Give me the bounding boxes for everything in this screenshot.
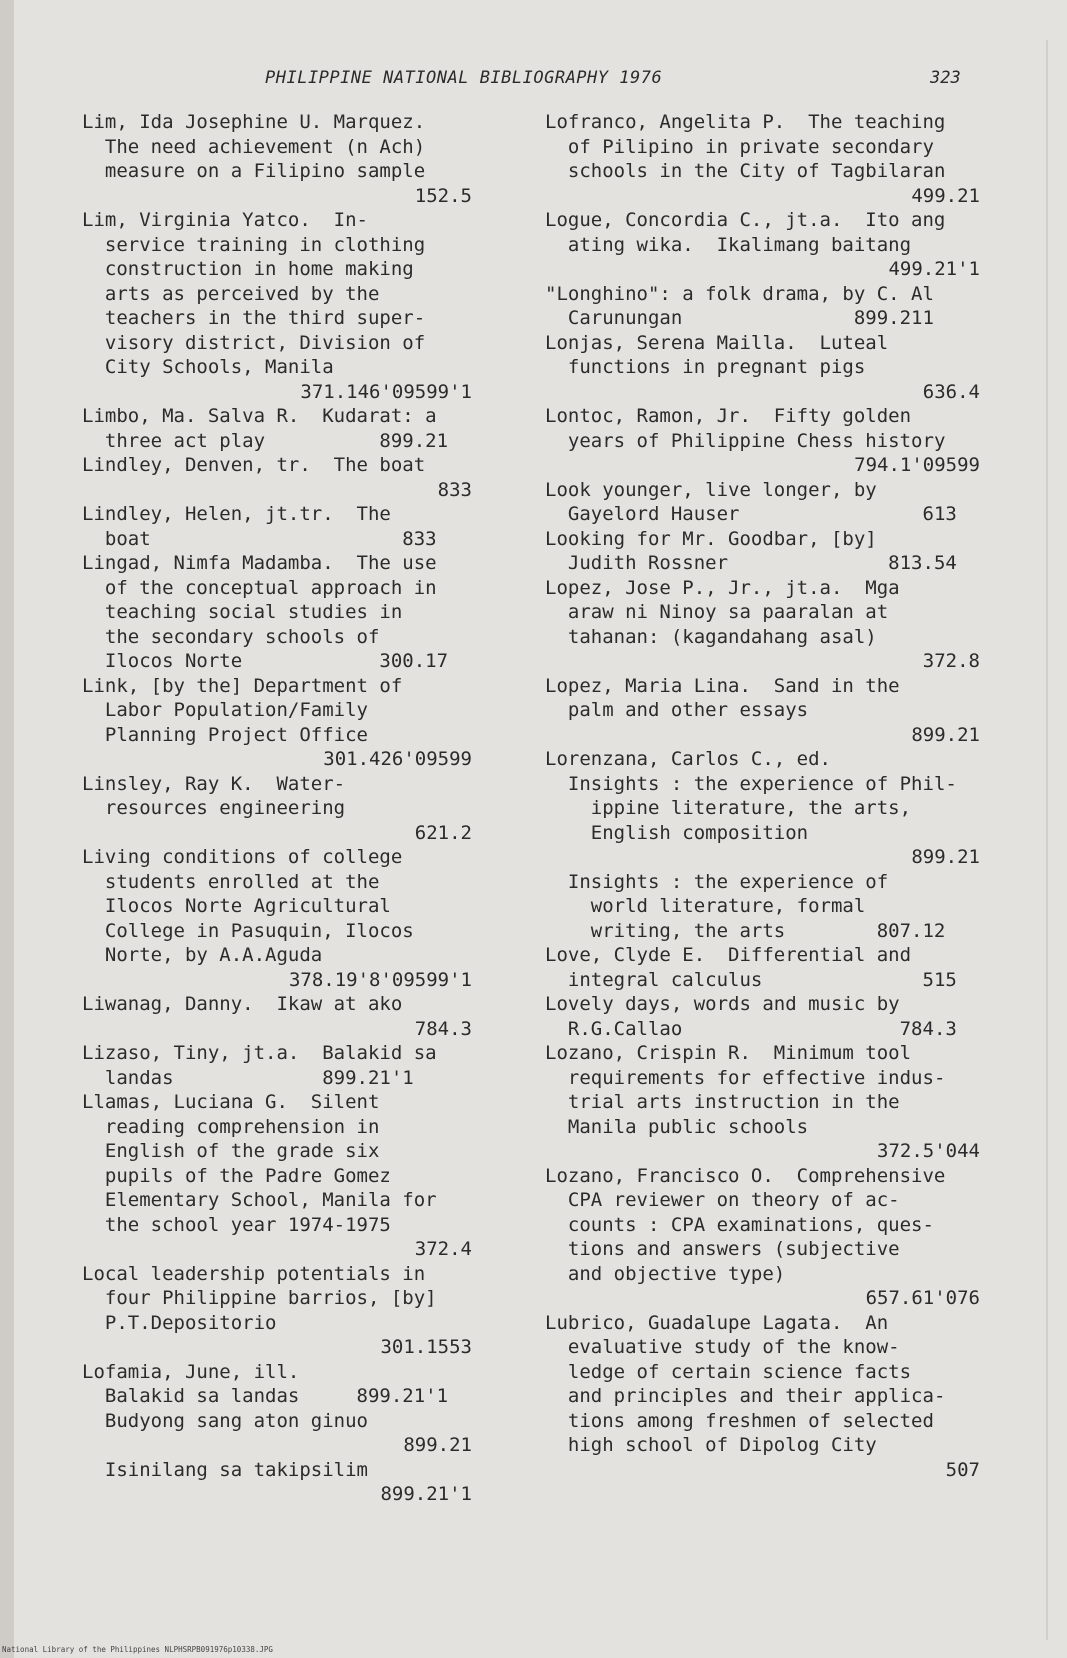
entry-line: service training in clothing xyxy=(82,233,426,256)
bibliography-entry xyxy=(82,110,472,208)
entry-line: Lorenzana, Carlos C., ed. xyxy=(545,748,831,770)
entry-line: Balakid sa landas 899.21'1 xyxy=(82,1385,449,1407)
bibliography-entry xyxy=(545,1041,980,1164)
page-edge xyxy=(0,0,14,1658)
binding-gutter xyxy=(1046,40,1048,1640)
entry-line: Lozano, Francisco O. Comprehensive xyxy=(545,1164,946,1187)
entry-line: integral calculus 515 xyxy=(545,968,957,991)
entry-line: arts as perceived by the xyxy=(82,282,380,305)
class-number: 507 xyxy=(945,1458,980,1481)
entry-line: tions and answers (subjective xyxy=(545,1238,900,1260)
entry-line: boat 833 xyxy=(82,527,437,550)
bibliography-entry xyxy=(545,747,980,870)
entry-line: Elementary School, Manila for xyxy=(82,1189,437,1211)
entry-line: Llamas, Luciana G. Silent xyxy=(82,1091,380,1113)
entry-line: Lofamia, June, ill. xyxy=(82,1360,300,1383)
entry-line: Link, [by the] Department of xyxy=(82,674,403,697)
bibliography-entry xyxy=(545,110,980,208)
bibliography-entry xyxy=(545,478,980,527)
entry-line: Lim, Ida Josephine U. Marquez. xyxy=(82,111,426,133)
class-number: 499.21 xyxy=(911,184,980,207)
entry-line: Insights : the experience of Phil- xyxy=(545,772,957,795)
entry-line: four Philippine barrios, [by] xyxy=(82,1287,437,1309)
page-number: 323 xyxy=(930,68,961,88)
entry-line: Lizaso, Tiny, jt.a. Balakid sa xyxy=(82,1042,437,1064)
bibliography-entry xyxy=(545,208,980,282)
entry-line: and objective type) xyxy=(545,1262,786,1285)
class-number: 899.21 xyxy=(403,1434,472,1456)
class-number: 833 xyxy=(437,478,472,501)
bibliography-entry xyxy=(545,576,980,674)
entry-line: Norte, by A.A.Aguda xyxy=(82,944,323,966)
entry-line: P.T.Depositorio xyxy=(82,1311,277,1334)
bibliography-entry xyxy=(82,208,472,404)
bibliography-entry xyxy=(545,1311,980,1483)
entry-line: and principles and their applica- xyxy=(545,1385,946,1407)
bibliography-entry xyxy=(82,1360,472,1458)
entry-line: English of the grade six xyxy=(82,1140,380,1162)
entry-line: Lopez, Jose P., Jr., jt.a. Mga xyxy=(545,576,900,599)
entry-line: "Longhino": a folk drama, by C. Al xyxy=(545,282,934,305)
entry-line: Lovely days, words and music by xyxy=(545,993,900,1015)
entry-line: construction in home making xyxy=(82,258,414,280)
entry-line: tahanan: (kagandahang asal) xyxy=(545,625,877,648)
class-number: 499.21'1 xyxy=(888,258,980,280)
running-header: PHILIPPINE NATIONAL BIBLIOGRAPHY 1976 xyxy=(265,68,663,88)
bibliography-entry xyxy=(82,1090,472,1262)
right-column xyxy=(545,110,980,1482)
entry-line: Insights : the experience of xyxy=(545,870,889,893)
entry-line: three act play 899.21 xyxy=(82,429,449,452)
entry-line: Liwanag, Danny. Ikaw at ako xyxy=(82,993,403,1015)
entry-line: Living conditions of college xyxy=(82,846,403,868)
bibliography-entry xyxy=(545,943,980,992)
entry-line: Judith Rossner 813.54 xyxy=(545,552,957,574)
bibliography-entry xyxy=(82,772,472,846)
class-number: 636.4 xyxy=(922,380,980,403)
entry-line: functions in pregnant pigs xyxy=(545,356,866,378)
entry-line: the school year 1974-1975 xyxy=(82,1213,391,1236)
class-number: 784.3 xyxy=(414,1017,472,1040)
entry-line: tions among freshmen of selected xyxy=(545,1409,934,1432)
bibliography-entry xyxy=(82,674,472,772)
entry-line: measure on a Filipino sample xyxy=(82,160,426,182)
class-number: 371.146'09599'1 xyxy=(300,380,472,403)
class-number: 372.8 xyxy=(922,650,980,672)
entry-line: Labor Population/Family xyxy=(82,699,368,721)
entry-line: araw ni Ninoy sa paaralan at xyxy=(545,601,889,623)
entry-line: Lim, Virginia Yatco. In- xyxy=(82,209,368,231)
bibliography-entry xyxy=(82,992,472,1041)
entry-line: resources engineering xyxy=(82,797,346,819)
entry-line: CPA reviewer on theory of ac- xyxy=(545,1189,900,1211)
bibliography-entry xyxy=(82,453,472,502)
entry-line: Lozano, Crispin R. Minimum tool xyxy=(545,1042,912,1064)
entry-line: College in Pasuquin, Ilocos xyxy=(82,919,414,942)
entry-line: of Pilipino in private secondary xyxy=(545,135,934,158)
entry-line: the secondary schools of xyxy=(82,625,380,648)
bibliography-entry xyxy=(82,404,472,453)
entry-line: Limbo, Ma. Salva R. Kudarat: a xyxy=(82,405,437,427)
entry-line: Isinilang sa takipsilim xyxy=(82,1458,368,1481)
entry-line: Lubrico, Guadalupe Lagata. An xyxy=(545,1311,889,1334)
bibliography-entry xyxy=(545,674,980,748)
entry-line: Lontoc, Ramon, Jr. Fifty golden xyxy=(545,405,912,427)
class-number: 378.19'8'09599'1 xyxy=(288,968,472,991)
entry-line: evaluative study of the know- xyxy=(545,1336,900,1358)
entry-line: writing, the arts 807.12 xyxy=(545,919,946,942)
entry-line: Lonjas, Serena Mailla. Luteal xyxy=(545,331,889,354)
class-number: 621.2 xyxy=(414,821,472,844)
entry-line: visory district, Division of xyxy=(82,331,426,354)
bibliography-entry xyxy=(545,527,980,576)
scan-footer: National Library of the Philippines NLPHSRPB091976p10338.JPG xyxy=(2,1645,273,1654)
entry-line: Lindley, Helen, jt.tr. The xyxy=(82,503,391,525)
class-number: 899.21 xyxy=(911,846,980,868)
entry-line: Ilocos Norte 300.17 xyxy=(82,650,449,672)
entry-line: Looking for Mr. Goodbar, [by] xyxy=(545,527,877,550)
entry-line: reading comprehension in xyxy=(82,1115,380,1138)
bibliography-entry xyxy=(82,1262,472,1360)
class-number: 301.426'09599 xyxy=(323,748,472,770)
class-number: 657.61'076 xyxy=(865,1287,980,1309)
class-number: 899.21 xyxy=(911,723,980,746)
bibliography-entry xyxy=(545,870,980,944)
entry-line: pupils of the Padre Gomez xyxy=(82,1164,391,1187)
entry-line: The need achievement (n Ach) xyxy=(82,135,426,158)
entry-line: trial arts instruction in the xyxy=(545,1091,900,1113)
class-number: 301.1553 xyxy=(380,1336,472,1358)
bibliography-entry xyxy=(82,1041,472,1090)
entry-line: Gayelord Hauser 613 xyxy=(545,503,957,525)
entry-line: Planning Project Office xyxy=(82,723,368,746)
entry-line: Ilocos Norte Agricultural xyxy=(82,895,391,917)
entry-line: teachers in the third super- xyxy=(82,307,426,329)
entry-line: Love, Clyde E. Differential and xyxy=(545,944,912,966)
entry-line: Manila public schools xyxy=(545,1115,809,1138)
bibliography-entry xyxy=(82,551,472,674)
entry-line: Look younger, live longer, by xyxy=(545,478,877,501)
entry-line: ippine literature, the arts, xyxy=(545,797,912,819)
entry-line: schools in the City of Tagbilaran xyxy=(545,160,946,182)
entry-line: students enrolled at the xyxy=(82,870,380,893)
entry-line: requirements for effective indus- xyxy=(545,1066,946,1089)
entry-line: R.G.Callao 784.3 xyxy=(545,1017,957,1040)
class-number: 372.4 xyxy=(414,1238,472,1260)
entry-line: high school of Dipolog City xyxy=(545,1434,877,1456)
entry-line: Lindley, Denven, tr. The boat xyxy=(82,454,426,476)
entry-line: of the conceptual approach in xyxy=(82,576,437,599)
bibliography-entry xyxy=(545,282,980,331)
class-number: 152.5 xyxy=(414,184,472,207)
entry-line: world literature, formal xyxy=(545,895,866,917)
entry-line: Linsley, Ray K. Water- xyxy=(82,772,346,795)
entry-line: palm and other essays xyxy=(545,699,809,721)
class-number: 899.21'1 xyxy=(380,1483,472,1505)
entry-line: Lofranco, Angelita P. The teaching xyxy=(545,111,946,133)
class-number: 794.1'09599 xyxy=(854,454,980,476)
entry-line: ating wika. Ikalimang baitang xyxy=(545,233,912,256)
bibliography-entry xyxy=(545,331,980,405)
entry-line: English composition xyxy=(545,821,809,844)
entry-line: Local leadership potentials in xyxy=(82,1262,426,1285)
entry-line: Lingad, Nimfa Madamba. The use xyxy=(82,552,437,574)
bibliography-entry xyxy=(545,992,980,1041)
bibliography-entry xyxy=(82,845,472,992)
entry-line: counts : CPA examinations, ques- xyxy=(545,1213,934,1236)
entry-line: Logue, Concordia C., jt.a. Ito ang xyxy=(545,209,946,231)
entry-line: Budyong sang aton ginuo xyxy=(82,1409,368,1432)
bibliography-entry xyxy=(82,502,472,551)
bibliography-entry xyxy=(82,1458,472,1507)
bibliography-entry xyxy=(545,1164,980,1311)
entry-line: years of Philippine Chess history xyxy=(545,429,946,452)
class-number: 372.5'044 xyxy=(877,1140,980,1162)
entry-line: landas 899.21'1 xyxy=(82,1066,414,1089)
entry-line: Carunungan 899.211 xyxy=(545,307,934,329)
entry-line: teaching social studies in xyxy=(82,601,403,623)
entry-line: City Schools, Manila xyxy=(82,356,334,378)
bibliography-entry xyxy=(545,404,980,478)
left-column xyxy=(82,110,472,1507)
entry-line: ledge of certain science facts xyxy=(545,1360,912,1383)
entry-line: Lopez, Maria Lina. Sand in the xyxy=(545,674,900,697)
